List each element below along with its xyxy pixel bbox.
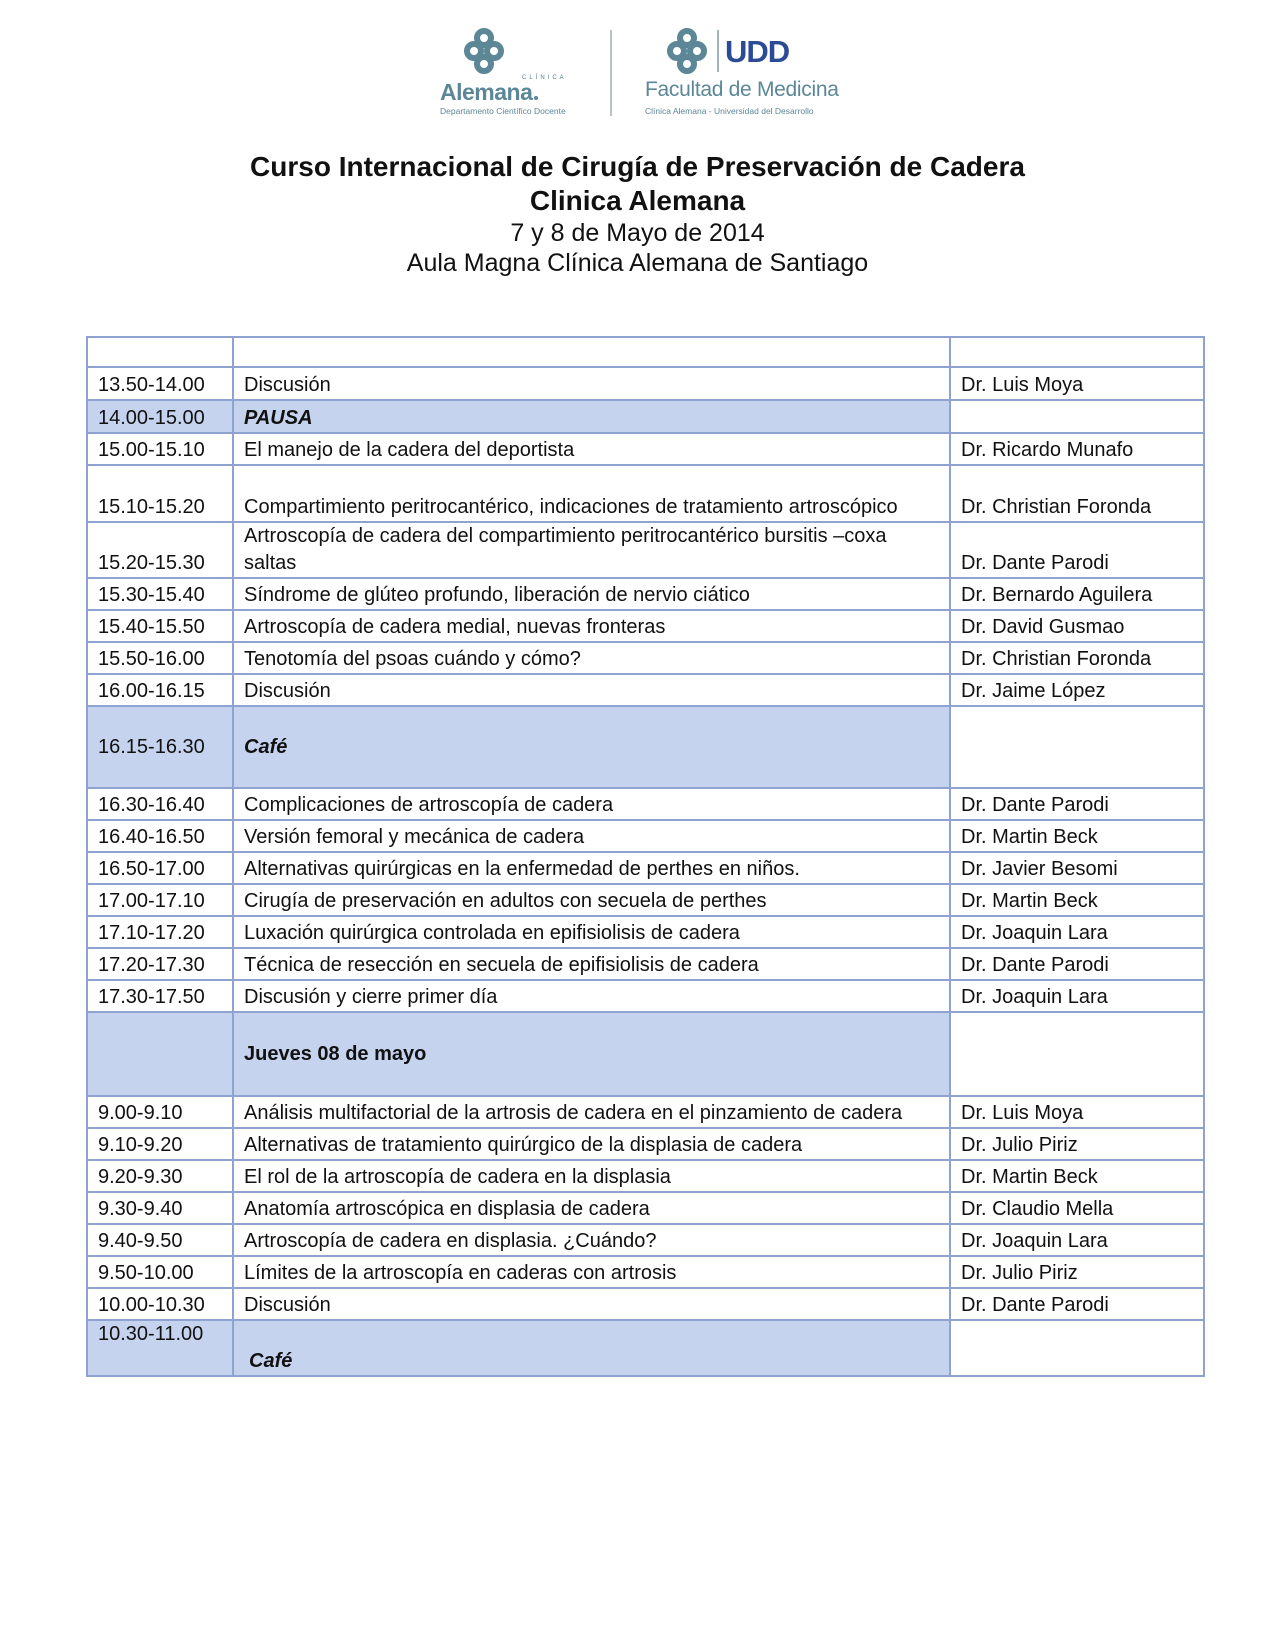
speaker-cell <box>950 1012 1204 1096</box>
topic-cell: Café <box>233 706 950 788</box>
alemana-wordmark: Alemana <box>440 79 538 106</box>
speaker-cell: Dr. Claudio Mella <box>950 1192 1204 1224</box>
time-cell: 9.00-9.10 <box>87 1096 233 1128</box>
time-cell <box>87 1012 233 1096</box>
table-row <box>87 1160 1204 1192</box>
topic-cell: Luxación quirúrgica controlada en epifisiolisis de cadera <box>233 916 950 948</box>
topic-cell: Jueves 08 de mayo <box>233 1012 950 1096</box>
topic-cell: Tenotomía del psoas cuándo y cómo? <box>233 642 950 674</box>
time-cell: 9.40-9.50 <box>87 1224 233 1256</box>
document-header <box>0 150 1275 278</box>
speaker-cell: Dr. Dante Parodi <box>950 788 1204 820</box>
table-row <box>87 706 1204 788</box>
topic-cell: Análisis multifactorial de la artrosis de cadera en el pinzamiento de cadera <box>233 1096 950 1128</box>
topic-cell: Alternativas quirúrgicas en la enfermedad de perthes en niños. <box>233 852 950 884</box>
topic-cell: Límites de la artroscopía en caderas con artrosis <box>233 1256 950 1288</box>
time-cell <box>87 337 233 367</box>
time-cell: 16.40-16.50 <box>87 820 233 852</box>
time-cell: 10.30-11.00 <box>87 1320 233 1376</box>
logo-area <box>0 26 1275 126</box>
topic-cell: Artroscopía de cadera del compartimiento peritrocantérico bursitis –coxa saltas <box>233 522 950 578</box>
speaker-cell: Dr. Bernardo Aguilera <box>950 578 1204 610</box>
speaker-cell: Dr. Martin Beck <box>950 1160 1204 1192</box>
topic-cell: Discusión y cierre primer día <box>233 980 950 1012</box>
time-cell: 13.50-14.00 <box>87 367 233 400</box>
speaker-cell: Dr. Joaquin Lara <box>950 916 1204 948</box>
course-subtitle: Clinica Alemana <box>529 185 746 216</box>
topic-cell: Artroscopía de cadera medial, nuevas fronteras <box>233 610 950 642</box>
department-label: Departamento Científico Docente <box>440 106 566 116</box>
speaker-cell: Dr. Julio Piriz <box>950 1128 1204 1160</box>
course-date: 7 y 8 de Mayo de 2014 <box>510 219 765 247</box>
speaker-cell: Dr. Martin Beck <box>950 884 1204 916</box>
time-cell: 15.10-15.20 <box>87 465 233 522</box>
speaker-cell: Dr. Joaquin Lara <box>950 1224 1204 1256</box>
topic-cell: Café <box>233 1320 950 1376</box>
speaker-cell <box>950 400 1204 433</box>
udd-logo <box>645 26 839 118</box>
time-cell: 16.50-17.00 <box>87 852 233 884</box>
topic-cell: Compartimiento peritrocantérico, indicaciones de tratamiento artroscópico <box>233 465 950 522</box>
table-row <box>87 1012 1204 1096</box>
time-cell: 9.20-9.30 <box>87 1160 233 1192</box>
logo-divider <box>610 30 612 116</box>
udd-wordmark: UDD <box>725 34 790 69</box>
time-cell: 16.00-16.15 <box>87 674 233 706</box>
time-cell: 15.40-15.50 <box>87 610 233 642</box>
speaker-cell: Dr. Luis Moya <box>950 367 1204 400</box>
time-cell: 15.30-15.40 <box>87 578 233 610</box>
table-row <box>87 642 1204 674</box>
table-row <box>87 1288 1204 1320</box>
course-venue: Aula Magna Clínica Alemana de Santiago <box>406 249 869 277</box>
topic-cell: Complicaciones de artroscopía de cadera <box>233 788 950 820</box>
clinica-label: CLÍNICA <box>522 75 567 81</box>
time-cell: 15.20-15.30 <box>87 522 233 578</box>
table-row <box>87 1128 1204 1160</box>
topic-cell: Versión femoral y mecánica de cadera <box>233 820 950 852</box>
table-row <box>87 820 1204 852</box>
topic-cell: Discusión <box>233 367 950 400</box>
speaker-cell: Dr. Christian Foronda <box>950 642 1204 674</box>
speaker-cell: Dr. Joaquin Lara <box>950 980 1204 1012</box>
table-row <box>87 884 1204 916</box>
table-row <box>87 948 1204 980</box>
table-row <box>87 522 1204 578</box>
table-row <box>87 433 1204 465</box>
table-row <box>87 674 1204 706</box>
table-row <box>87 1320 1204 1376</box>
table-row <box>87 400 1204 433</box>
table-row <box>87 465 1204 522</box>
speaker-cell <box>950 337 1204 367</box>
topic-cell: PAUSA <box>233 400 950 433</box>
speaker-cell: Dr. Luis Moya <box>950 1096 1204 1128</box>
time-cell: 16.15-16.30 <box>87 706 233 788</box>
time-cell: 17.10-17.20 <box>87 916 233 948</box>
speaker-cell <box>950 706 1204 788</box>
topic-cell: Alternativas de tratamiento quirúrgico de la displasia de cadera <box>233 1128 950 1160</box>
topic-cell: El rol de la artroscopía de cadera en la displasia <box>233 1160 950 1192</box>
topic-cell: Artroscopía de cadera en displasia. ¿Cuándo? <box>233 1224 950 1256</box>
table-row <box>87 367 1204 400</box>
time-cell: 9.10-9.20 <box>87 1128 233 1160</box>
speaker-cell: Dr. Dante Parodi <box>950 948 1204 980</box>
time-cell: 17.00-17.10 <box>87 884 233 916</box>
topic-cell: Discusión <box>233 674 950 706</box>
time-cell: 14.00-15.00 <box>87 400 233 433</box>
speaker-cell: Dr. Julio Piriz <box>950 1256 1204 1288</box>
table-row <box>87 1256 1204 1288</box>
topic-cell: El manejo de la cadera del deportista <box>233 433 950 465</box>
course-title: Curso Internacional de Cirugía de Preservación de Cadera <box>250 151 1025 182</box>
topic-cell: Cirugía de preservación en adultos con secuela de perthes <box>233 884 950 916</box>
time-cell: 9.50-10.00 <box>87 1256 233 1288</box>
speaker-cell: Dr. Jaime López <box>950 674 1204 706</box>
topic-cell: Discusión <box>233 1288 950 1320</box>
speaker-cell: Dr. Javier Besomi <box>950 852 1204 884</box>
table-row <box>87 1192 1204 1224</box>
faculty-label: Facultad de Medicina <box>645 78 839 101</box>
speaker-cell: Dr. Dante Parodi <box>950 1288 1204 1320</box>
udd-subtitle: Clínica Alemana - Universidad del Desarrollo <box>645 106 814 116</box>
time-cell: 10.00-10.30 <box>87 1288 233 1320</box>
table-row <box>87 980 1204 1012</box>
table-row <box>87 610 1204 642</box>
time-cell: 16.30-16.40 <box>87 788 233 820</box>
table-row <box>87 578 1204 610</box>
time-cell: 9.30-9.40 <box>87 1192 233 1224</box>
table-row <box>87 852 1204 884</box>
clinica-alemana-logo <box>440 26 585 118</box>
clinica-alemana-knot-icon <box>462 28 506 74</box>
topic-cell: Anatomía artroscópica en displasia de cadera <box>233 1192 950 1224</box>
speaker-cell: Dr. Martin Beck <box>950 820 1204 852</box>
time-cell: 15.50-16.00 <box>87 642 233 674</box>
table-row <box>87 1224 1204 1256</box>
topic-cell: Técnica de resección en secuela de epifisiolisis de cadera <box>233 948 950 980</box>
schedule-table <box>86 336 1205 1377</box>
table-row <box>87 337 1204 367</box>
speaker-cell: Dr. David Gusmao <box>950 610 1204 642</box>
time-cell: 17.20-17.30 <box>87 948 233 980</box>
time-cell: 17.30-17.50 <box>87 980 233 1012</box>
table-row <box>87 916 1204 948</box>
table-row <box>87 1096 1204 1128</box>
udd-separator <box>717 30 719 72</box>
time-cell: 15.00-15.10 <box>87 433 233 465</box>
topic-cell <box>233 337 950 367</box>
speaker-cell <box>950 1320 1204 1376</box>
speaker-cell: Dr. Dante Parodi <box>950 522 1204 578</box>
udd-knot-icon <box>665 28 709 74</box>
table-row <box>87 788 1204 820</box>
speaker-cell: Dr. Christian Foronda <box>950 465 1204 522</box>
topic-cell: Síndrome de glúteo profundo, liberación de nervio ciático <box>233 578 950 610</box>
speaker-cell: Dr. Ricardo Munafo <box>950 433 1204 465</box>
